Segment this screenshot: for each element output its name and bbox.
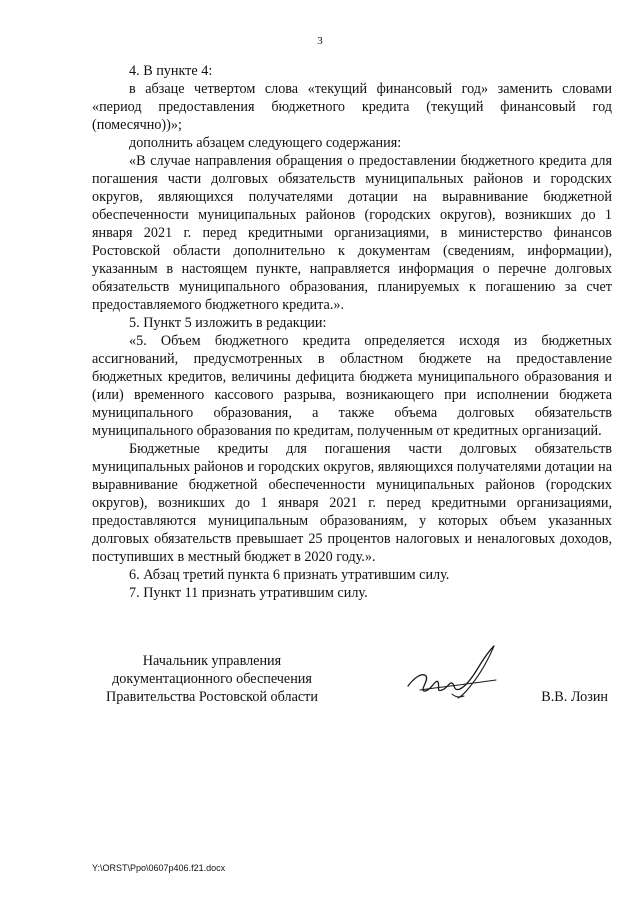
signatory-title-line: Начальник управления	[142, 653, 282, 669]
handwritten-signature	[400, 638, 510, 708]
paragraph-supplement-intro: дополнить абзацем следующего содержания:	[129, 135, 402, 151]
paragraph-budget-credits: Бюджетные кредиты для погашения части долговых обязательств муниципальных районов и городских округов, являющихся получателями дотации на выравнивание бюджетной обеспеченности муниципальных районов (городских округов), возникших до 1 января 2021 г. перед кредитными организациями, предоставляются муниципальным образованиям, у которых объем указанных долговых обязательств превышает 25 процентов налоговых и неналоговых доходов, поступивших в местный бюджет в 2020 году.».	[92, 441, 612, 565]
signatory-title-line: документационного обеспечения	[112, 671, 312, 687]
signature-block	[92, 652, 612, 712]
paragraph-abzats-change: в абзаце четвертом слова «текущий финансовый год» заменить словами «период предоставления бюджетного кредита (текущий финансовый год (помесячно))»;	[92, 81, 612, 133]
page-number: 3	[317, 35, 323, 47]
paragraph-item-4-heading: 4. В пункте 4:	[129, 63, 213, 79]
paragraph-item-7: 7. Пункт 11 признать утратившим силу.	[129, 585, 368, 601]
paragraph-item-6: 6. Абзац третий пункта 6 признать утратившим силу.	[129, 567, 450, 583]
signatory-name: В.В. Лозин	[541, 689, 608, 705]
paragraph-item-5-heading: 5. Пункт 5 изложить в редакции:	[129, 315, 327, 331]
paragraph-item-5-text: «5. Объем бюджетного кредита определяется исходя из бюджетных ассигнований, предусмотренных в областном бюджете на предоставление бюджетных кредитов, величины дефицита бюджета муниципального образования и (или) временного кассового разрыва, возникающего при исполнении бюджета муниципального образования, а также объема долговых обязательств муниципального образования по кредитам, полученным от кредитных организаций.	[92, 333, 612, 439]
signatory-title	[92, 652, 332, 706]
document-body	[92, 62, 612, 602]
paragraph-new-abzats: «В случае направления обращения о предоставлении бюджетного кредита для погашения части долговых обязательств муниципальных районов и городских округов, являющихся получателями дотации на выравнивание бюджетной обеспеченности муниципальных районов (городских округов), возникших до 1 января 2021 г. перед кредитными организациями, в министерство финансов Ростовской области дополнительно к документам (сведениям, информации), указанным в настоящем пункте, направляется информация о перечне долговых обязательств муниципального образования, планируемых к погашению за счет предоставляемого бюджетного кредита.».	[92, 153, 612, 313]
signatory-title-line: Правительства Ростовской области	[106, 689, 318, 705]
file-path: Y:\ORST\Ppo\0607p406.f21.docx	[92, 863, 226, 873]
